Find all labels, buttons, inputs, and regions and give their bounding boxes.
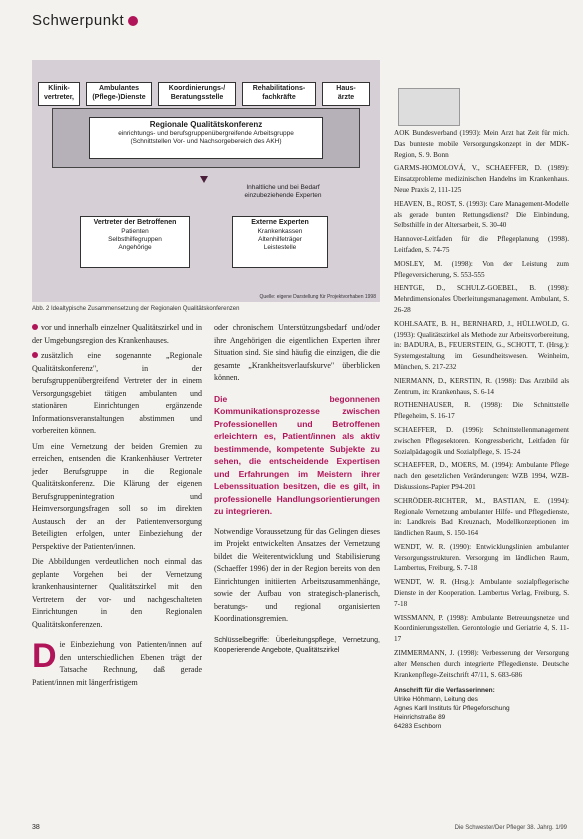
reference-item: Hannover-Leitfaden für die Pflegeplanung (1998). Leitfaden, S. 74-75 bbox=[394, 235, 569, 254]
paragraph-text: vor und innerhalb einzelner Qualitätszirkel und in der Umgebungsregion des Krankenhauses. bbox=[32, 323, 202, 345]
reference-item: GARMS-HOMOLOVÁ, V., SCHAEFFER, D. (1989): Einsatzprobleme medizinischen Handelns im Krankenhaus. Neue Praxis 2, 111-125 bbox=[394, 164, 569, 194]
diagram-box-text: (Pflege-)Dienste bbox=[92, 93, 146, 101]
paragraph bbox=[32, 350, 202, 438]
author-line: Heinrichstraße 89 bbox=[394, 714, 446, 722]
diagram-box-text: Ambulantes bbox=[98, 85, 140, 92]
section-title: Schwerpunkt bbox=[32, 12, 125, 29]
betroffene-line: Angehörige bbox=[118, 244, 152, 251]
diagram-box-ambulant bbox=[86, 82, 152, 106]
diagram-box-text: Klinik- bbox=[48, 85, 70, 92]
diagram-conference-box bbox=[89, 117, 323, 159]
reference-item: WISSMANN, P. (1998): Ambulante Betreuungsnetze und Koordinierungsstellen. Gerontologie und Geriatrie 4, S. 11-17 bbox=[394, 613, 569, 644]
diagram-box-betroffene bbox=[80, 216, 190, 268]
reference-item: KOHLSAATE, B. H., BERNHARD, J., HÜLLWOLD, G. (1993): Qualitätszirkel als Methode zur Arbeitsvorbereitung, in: BADURA, B., FEUERSTEIN, G., SCHOTT, T. (Hrsg.): Systemgestaltung im Gesundheitswesen. Weinheim, München, S. 217-232 bbox=[394, 319, 569, 371]
reference-item: SCHRÖDER-RICHTER, M., BASTIAN, E. (1994): Regionale Vernetzung ambulanter Hilfe- und Pflegedienste, in: Landkreis Bad Kreuznach, Modellkonzeptionen im ländlichen Raum, S. 150-164 bbox=[394, 496, 569, 538]
reference-item: SCHAEFFER, D., MOERS, M. (1994): Ambulante Pflege nach den gesetzlichen Veränderungen: WZB 1994, WZB-Diskussions-Papier P94-201 bbox=[394, 461, 569, 491]
reference-item: WENDT, W. R. (1990): Entwicklungslinien ambulanter Versorgungsstrukturen. Versorgung im ländlichen Raum, Lambertus, Freiburg, S. 7-18 bbox=[394, 542, 569, 573]
conference-line1: einrichtungs- und berufsgruppenübergreifende Arbeitsgruppe bbox=[118, 130, 294, 137]
diagram-box-text: ärzte bbox=[337, 93, 355, 101]
paragraph bbox=[32, 322, 202, 347]
paragraph bbox=[32, 639, 202, 689]
paragraph-text: zusätzlich eine sogenannte „Regionale Qualitätskonferenz", in der berufsgruppenübergreifend Vertreter der in einem Versorgungsgebiet tätigen ambulanten und stationären Einrichtungen ergänzende Informationsveranstaltungen abstimmen und vorbereiten können. bbox=[32, 351, 202, 435]
author-line: Ulrike Höhmann, Leitung des bbox=[394, 696, 478, 704]
figure-diagram bbox=[32, 60, 380, 302]
drop-cap: D bbox=[32, 637, 57, 675]
betroffene-title: Vertreter der Betroffenen bbox=[93, 219, 177, 226]
reference-item: NIERMANN, D., KERSTIN, R. (1998): Das Arztbild als Zentrum, in: Krankenhaus, S. 6-14 bbox=[394, 376, 569, 396]
diagram-note-text: Inhaltliche und bei Bedarf einzubeziehende Experten bbox=[244, 184, 322, 200]
reference-item: ZIMMERMANN, J. (1998): Verbesserung der Versorgung alter Menschen durch integrierte Pflegedienste. Deutsche Krankenpflege-Zeitschrift 47/11, S. 683-686 bbox=[394, 649, 569, 679]
diagram-box-klinik bbox=[38, 82, 80, 106]
paragraph-text: ie Einbeziehung von Patienten/innen auf den unterschiedlichen Ebenen trägt der Tatsache Rechnung, daß gerade Patient/innen mit längerfristigem bbox=[32, 640, 202, 687]
experten-line: Altenhilfeträger bbox=[258, 235, 302, 243]
experten-line: Krankenkassen bbox=[257, 227, 303, 235]
experten-line: Leistestelle bbox=[263, 244, 297, 251]
conference-title: Regionale Qualitätskonferenz bbox=[149, 120, 263, 129]
diagram-box-text: fachkräfte bbox=[262, 93, 296, 101]
diagram-box-text: Koordinierungs-/ bbox=[168, 85, 226, 92]
reference-item: HENTGE, D., SCHULZ-GOEBEL, B. (1998): Mehrdimensionales Überleitungsmanagement. Ambulant, S. 26-28 bbox=[394, 284, 569, 314]
page-number: 38 bbox=[32, 824, 40, 831]
section-header bbox=[32, 12, 138, 29]
paragraph: Um eine Vernetzung der beiden Gremien zu erreichen, entsenden die Krankenhäuser Vertreter jeder Berufsgruppe in die Regionale Qualitätskonferenz. Die Klärung der eigenen Berufsgruppenintegration und Heimversorgungsfragen soll so im direkten Austausch der an der Patientenversorgung Beteiligten erfolgen, unter Einbeziehung der Perspektive der Patienten/innen. bbox=[32, 441, 202, 551]
keywords: Schlüsselbegriffe: Überleitungspflege, Vernetzung, Kooperierende Angebote, Qualitätszirkel bbox=[214, 636, 380, 654]
paragraph: Die Abbildungen verdeutlichen noch einmal das geplante Vorgehen bei der Vernetzung krankenhausinterner Qualitätszirkel mit den Vertretern der vor- und nachgeschalteten Einrichtungen in den Regionalen Qualitätskonferenzen. bbox=[32, 557, 202, 629]
section-dot-icon bbox=[128, 16, 138, 26]
thumbnail-image bbox=[398, 88, 460, 126]
diagram-box-text: vertreter, bbox=[44, 93, 74, 101]
figure-caption: Abb. 2 Idealtypische Zusammensetzung der Regionalen Qualitätskonferenzen bbox=[32, 306, 240, 312]
diagram-conference-band bbox=[52, 108, 360, 168]
reference-item: AOK Bundesverband (1993): Mein Arzt hat Zeit für mich. Das bunteste mobile Versorgungskonzept in der MDK-Region, S. 9. Bonn bbox=[394, 129, 569, 159]
diagram-box-hausarzt bbox=[322, 82, 370, 106]
reference-item: ROTHENHAUSER, R. (1998): Die Schnittstelle Pflegeheim, S. 16-17 bbox=[394, 401, 569, 421]
references-list bbox=[394, 128, 569, 731]
author-address bbox=[394, 686, 569, 731]
diagram-box-text: Haus- bbox=[336, 85, 356, 92]
conference-line2: (Schnittstellen Vor- und Nachsorgebereich des AKH) bbox=[130, 138, 282, 146]
journal-footer: Die Schwester/Der Pfleger 38. Jahrg. 1/99 bbox=[454, 825, 567, 831]
paragraph: Notwendige Voraussetzung für das Gelingen dieses im Projekt entwickelten Ansatzes der Vernetzung bildet die Weiterentwicklung und Stabilisierung (Schaeffer 1996) der in der Region bereits von den Einrichtungen initiierten Arbeitszusammenhänge, sowie der Aufbau von strategisch-planerisch, beratungs- und regional organisierten Koordinationsgremien. bbox=[214, 526, 380, 623]
diagram-source: Quelle: eigene Darstellung für Projektvorhaben 1998 bbox=[259, 294, 376, 300]
pull-quote: Die begonnenen Kommunikationsprozesse zwischen Professionellen und Betroffenen erleichtern es, Patient/innen als aktiv bestimmende, kompetente Subjekte zu sehen, die entscheidende Expertisen und Erfahrungen im Meistern ihrer Lebenssituation besitzen, die es gilt, in professionelle Handlungsorientierungen zu integrieren. bbox=[214, 393, 380, 516]
betroffene-line: Selbsthilfegruppen bbox=[108, 235, 162, 243]
author-line: Agnes Karll Instituts für Pflegeforschung bbox=[394, 705, 510, 713]
diagram-box-reha bbox=[242, 82, 316, 106]
betroffene-line: Patienten bbox=[121, 227, 149, 235]
diagram-box-experten bbox=[232, 216, 328, 268]
diagram-box-koordination bbox=[158, 82, 236, 106]
text-column-2 bbox=[214, 322, 380, 659]
bullet-icon bbox=[32, 352, 38, 358]
diagram-box-text: Beratungsstelle bbox=[170, 93, 224, 101]
reference-item: MOSLEY, M. (1998): Von der Leistung zum Pflegeversicherung, S. 553-555 bbox=[394, 259, 569, 279]
arrow-down-icon bbox=[200, 176, 208, 183]
paragraph: oder chronischem Unterstützungsbedarf und/oder ihre Angehörigen die eigentlichen Experten ihrer Situation sind. Sie sind häufig die einzigen, die die gesamte „Krankheitsverlaufskurve" überblicken können. bbox=[214, 323, 380, 382]
author-label: Anschrift für die Verfasserinnen: bbox=[394, 687, 495, 695]
text-column-1 bbox=[32, 322, 202, 692]
diagram-box-text: Rehabilitations- bbox=[252, 85, 306, 92]
diagram-note bbox=[238, 182, 328, 204]
author-line: 64283 Eschborn bbox=[394, 723, 442, 731]
bullet-icon bbox=[32, 324, 38, 330]
reference-item: SCHAEFFER, D. (1996): Schnittstellenmanagement zwischen Pflegesektoren. Kongressbericht, Leitfaden für Sozialpädagogik und Sozialpflege, S. 15-24 bbox=[394, 425, 569, 456]
reference-item: HEAVEN, B., ROST, S. (1993): Care Management-Modelle als gerade bunten Rettungsdienst? Die Einbindung, Selbsthilfe in der Altersarbeit, S. 30-40 bbox=[394, 199, 569, 230]
experten-title: Externe Experten bbox=[251, 219, 309, 226]
reference-item: WENDT, W. R. (Hrsg.): Ambulante sozialpflegerische Dienste in der Kooperation. Lambertus Verlag, Freiburg, S. 7-18 bbox=[394, 578, 569, 608]
